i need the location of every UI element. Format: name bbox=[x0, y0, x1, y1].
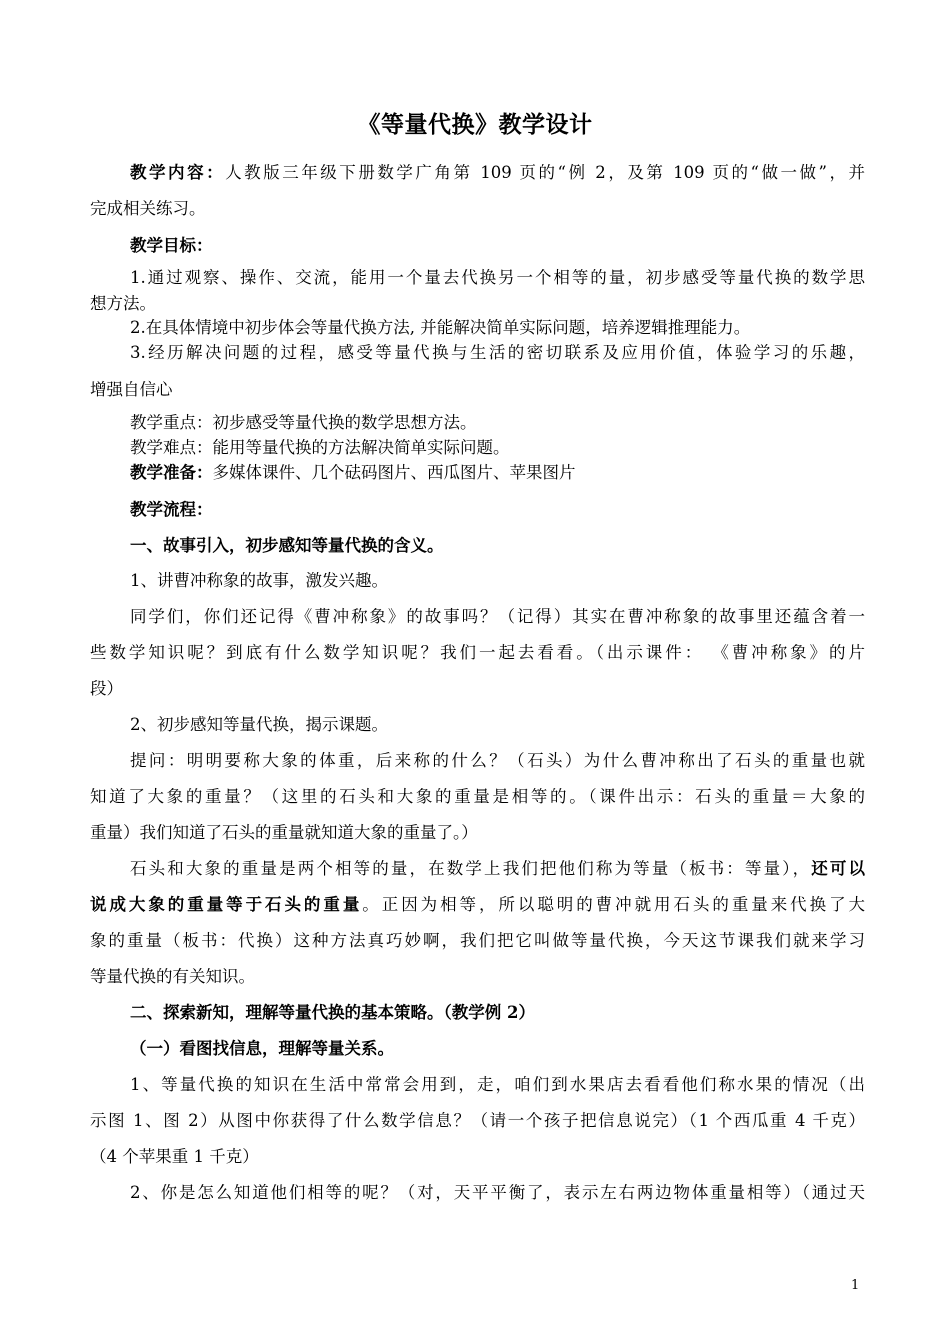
s2-p1-line-3: （4 个苹果重 1 千克） bbox=[90, 1147, 259, 1166]
s1-p2-line-2: 知道了大象的重量？（这里的石头和大象的重量是相等的。（课件出示：石头的重量＝大象的 bbox=[90, 787, 865, 806]
goal-1-line-1: 1.通过观察、操作、交流，能用一个量去代换另一个相等的量，初步感受等量代换的数学思 bbox=[130, 268, 865, 287]
section-1-item-1: 1、讲曹冲称象的故事，激发兴趣。 bbox=[130, 571, 388, 590]
s1-p1-line-2: 些数学知识呢？到底有什么数学知识呢？我们一起去看看。（出示课件： 《曹冲称象》的片 bbox=[90, 643, 865, 662]
s1-p3-line-2 bbox=[90, 895, 865, 915]
s1-p3-normal-text: 石头和大象的重量是两个相等的量，在数学上我们把他们称为等量（板书：等量）， bbox=[130, 859, 812, 878]
s1-p3-bold-phrase: 说成大象的重量等于石头的重量 bbox=[90, 895, 363, 914]
section-1-heading: 一、故事引入，初步感知等量代换的含义。 bbox=[130, 536, 444, 555]
s2-p1-line-1: 1、等量代换的知识在生活中常常会用到，走，咱们到水果店去看看他们称水果的情况（出 bbox=[130, 1075, 865, 1094]
key-point: 教学重点：初步感受等量代换的数学思想方法。 bbox=[130, 413, 477, 432]
s2-p1-line-2: 示图 1、图 2）从图中你获得了什么数学信息？（请一个孩子把信息说完）（1 个西瓜重 4 千克） bbox=[90, 1111, 865, 1130]
prep-label: 教学准备： bbox=[130, 463, 213, 482]
section-2-heading: 二、探索新知，理解等量代换的基本策略。（教学例 2） bbox=[130, 1003, 535, 1022]
document-title: 《等量代换》教学设计 bbox=[357, 111, 593, 138]
s1-p1-line-1: 同学们，你们还记得《曹冲称象》的故事吗？（记得）其实在曹冲称象的故事里还蕴含着一 bbox=[130, 607, 865, 626]
preparation bbox=[130, 463, 865, 483]
s1-p1-line-3: 段） bbox=[90, 679, 123, 698]
content-line-2: 完成相关练习。 bbox=[90, 199, 206, 218]
page-number: 1 bbox=[851, 1278, 860, 1293]
s1-p3-line-3: 象的重量（板书：代换）这种方法真巧妙啊，我们把它叫做等量代换，今天这节课我们就来学习 bbox=[90, 931, 865, 950]
section-2-sub-1-heading: （一）看图找信息，理解等量关系。 bbox=[130, 1039, 394, 1058]
s1-p3-line-1 bbox=[130, 859, 865, 879]
s2-p2-line-1: 2、你是怎么知道他们相等的呢？（对，天平平衡了，表示左右两边物体重量相等）（通过天 bbox=[130, 1183, 865, 1202]
difficulty: 教学难点：能用等量代换的方法解决简单实际问题。 bbox=[130, 438, 510, 457]
goal-1-line-2: 想方法。 bbox=[90, 294, 156, 313]
goal-3-line-1: 3.经历解决问题的过程，感受等量代换与生活的密切联系及应用价值，体验学习的乐趣， bbox=[130, 343, 865, 362]
goal-2: 2.在具体情境中初步体会等量代换方法, 并能解决简单实际问题，培养逻辑推理能力。 bbox=[130, 318, 751, 337]
content-label: 教学内容： bbox=[130, 163, 226, 182]
flow-heading: 教学流程： bbox=[130, 500, 213, 519]
s1-p2-line-3: 重量）我们知道了石头的重量就知道大象的重量了。） bbox=[90, 823, 478, 842]
s1-p3-normal-phrase: 。正因为相等，所以聪明的曹冲就用石头的重量来代换了大 bbox=[362, 895, 866, 914]
section-1-item-2: 2、初步感知等量代换，揭示课题。 bbox=[130, 715, 388, 734]
goals-heading: 教学目标： bbox=[130, 236, 213, 255]
content-line-1 bbox=[130, 163, 865, 183]
s1-p3-bold-text: 还可以 bbox=[811, 859, 866, 878]
s1-p2-line-1: 提问：明明要称大象的体重，后来称的什么？（石头）为什么曹冲称出了石头的重量也就 bbox=[130, 751, 865, 770]
goal-3-line-2: 增强自信心 bbox=[90, 380, 173, 399]
s1-p3-line-4: 等量代换的有关知识。 bbox=[90, 967, 255, 986]
content-text: 人教版三年级下册数学广角第 109 页的“例 2，及第 109 页的“做一做”，并 bbox=[225, 163, 866, 182]
prep-text: 多媒体课件、几个砝码图片、西瓜图片、苹果图片 bbox=[212, 463, 576, 482]
